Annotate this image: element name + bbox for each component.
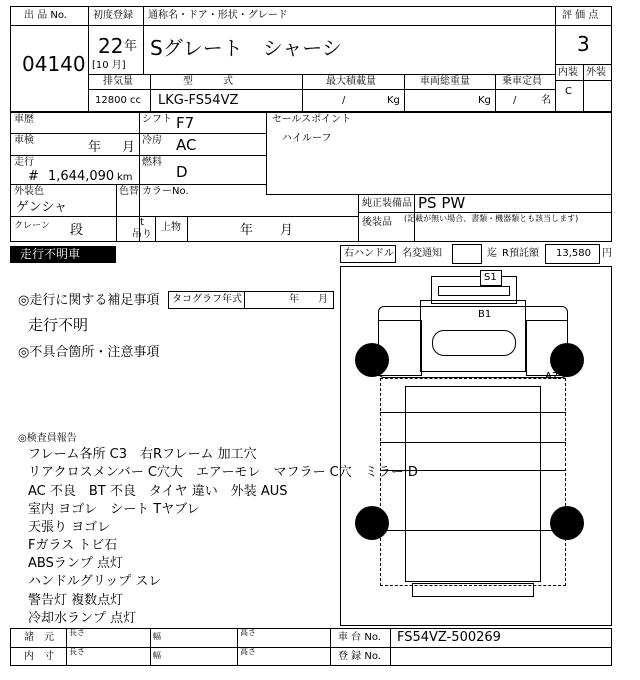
name-change-label: 名変通知 [402,248,442,259]
crane-label: クレーン [14,221,50,231]
shift-label: シフト [142,114,172,125]
interior-label: 内装 [558,67,578,78]
crane-lift: 吊り [132,229,152,240]
max-load-unit: Kg [387,95,400,106]
damage-mark: B1 [478,309,492,320]
recycle-amount: 13,580 [556,248,591,259]
width-label: 幅 [153,632,161,641]
upper-month: 月 [280,223,294,238]
color-label: 外装色 [14,186,44,197]
gvw-label: 車両総重量 [420,76,470,87]
car-name: Sグレート シャーシ [150,36,342,60]
lot-no-label: 出 品 No. [24,10,67,21]
front-left-wheel [355,343,389,377]
first-reg-label: 初度登録 [93,10,133,21]
inspector-line: リアクロスメンバー C穴大 エアーモレ マフラー C穴 ミラー D [28,465,418,480]
transfer-deadline-label: 迄 [487,248,497,259]
crane-t: t [140,217,144,228]
inspection-year: 年 [88,140,102,155]
damage-mark: A2 [545,371,559,382]
shift-value: F7 [176,114,195,132]
score-label: 評 価 点 [562,10,599,21]
roof-panel [438,286,510,296]
inner-width-label: 幅 [153,651,161,660]
model-desc-label: 通称名・ドア・形状・グレード [148,10,288,21]
displacement-value: 12800 cc [95,95,141,106]
fuel-value: D [176,163,188,181]
score-value: 3 [577,32,590,56]
inspector-line: Fガラス トビ石 [28,538,118,553]
upper-label: 上物 [161,222,181,233]
tachograph-year: 年 [289,294,299,305]
inspector-title: ◎検査員報告 [18,433,77,444]
crane-stage: 段 [70,223,84,238]
capacity-label: 乗車定員 [502,76,542,87]
color-code-label: カラーNo. [142,186,189,197]
rear-bumper [412,583,534,597]
reg-year-unit: 年 [124,39,138,54]
dims-label: 諸 元 [24,632,54,643]
model-label: 型 式 [183,76,233,87]
genuine-value: PS PW [418,194,466,212]
genuine-label: 純正装備品 [362,198,412,209]
fuel-label: 燃料 [142,157,162,168]
inspector-line: フレーム各所 C3 右Rフレーム 加工穴 [28,447,257,462]
windshield [432,330,516,356]
displacement-label: 排気量 [103,76,133,87]
inspector-line: 室内 ヨゴレ シート Tヤブレ [28,502,200,517]
exterior-label: 外装 [586,67,606,78]
mileage-unit: km [117,172,133,183]
inspector-line: ハンドルグリップ スレ [28,574,162,589]
yen-unit: 円 [602,248,612,259]
reg-year: 22 [98,34,124,58]
unknown-mileage-banner: 走行不明車 [10,246,116,263]
chassis-no: FS54VZ-500269 [397,630,501,645]
inspector-line: 冷却水ランプ 点灯 [28,611,137,626]
max-load-label: 最大積載量 [326,76,376,87]
frame-rails [405,386,541,582]
selling-label: セールスポイント [272,114,352,125]
mileage-prefix: # [28,169,39,184]
gvw-unit: Kg [478,95,491,106]
name-change-date-box [452,244,482,264]
interior-grade: C [565,86,572,97]
defect-title: ◎不具合箇所・注意事項 [18,345,160,360]
tachograph-label: タコグラフ年式 [172,294,242,305]
aftermarket-label: 後装品 [362,217,392,228]
selling-point: ハイルーフ [282,133,332,144]
mileage-value: 1,644,090 [48,169,115,184]
height-label: 高さ [240,628,256,637]
inspection-month: 月 [122,140,136,155]
chassis-label: 車 台 No. [338,632,381,643]
history-label: 車歴 [14,114,34,125]
supplement-text: 走行不明 [28,316,89,334]
reg-month: [10 月] [92,60,126,71]
color-value: ゲンシャ [16,200,68,215]
recycle-label: R預託額 [502,248,539,259]
capacity-unit: 名 [541,95,551,106]
inspector-line: 天張り ヨゴレ [28,520,111,535]
inspector-line: 警告灯 複数点灯 [28,593,124,608]
tachograph-month: 月 [318,294,328,305]
length-label: 長さ [69,628,85,637]
damage-mark: S1 [484,272,497,283]
inner-length-label: 長さ [69,647,85,656]
mileage-label: 走行 [14,157,34,168]
inner-dims-label: 内 寸 [24,651,54,662]
max-load-slash: / [342,95,346,106]
reg-no-label: 登 録 No. [338,651,381,662]
ac-value: AC [176,136,197,154]
aftermarket-note: (記載が無い場合、書類・機器類とも該当します) [404,214,579,223]
color-no-label: 色替 [119,186,139,197]
inspector-line: AC 不良 BT 不良 タイヤ 違い 外装 AUS [28,484,288,499]
supplement-title: ◎走行に関する補足事項 [18,293,160,308]
capacity-slash: / [513,95,517,106]
inspector-line: ABSランプ 点灯 [28,556,123,571]
inspection-label: 車検 [14,135,34,146]
upper-year: 年 [240,223,254,238]
rhd-label: 右ハンドル [344,248,394,259]
rear-left-wheel [355,506,389,540]
lot-no: 04140 [22,52,86,76]
ac-label: 冷房 [142,135,162,146]
rear-right-wheel [550,506,584,540]
model-code: LKG-FS54VZ [158,93,239,108]
inner-height-label: 高さ [240,647,256,656]
